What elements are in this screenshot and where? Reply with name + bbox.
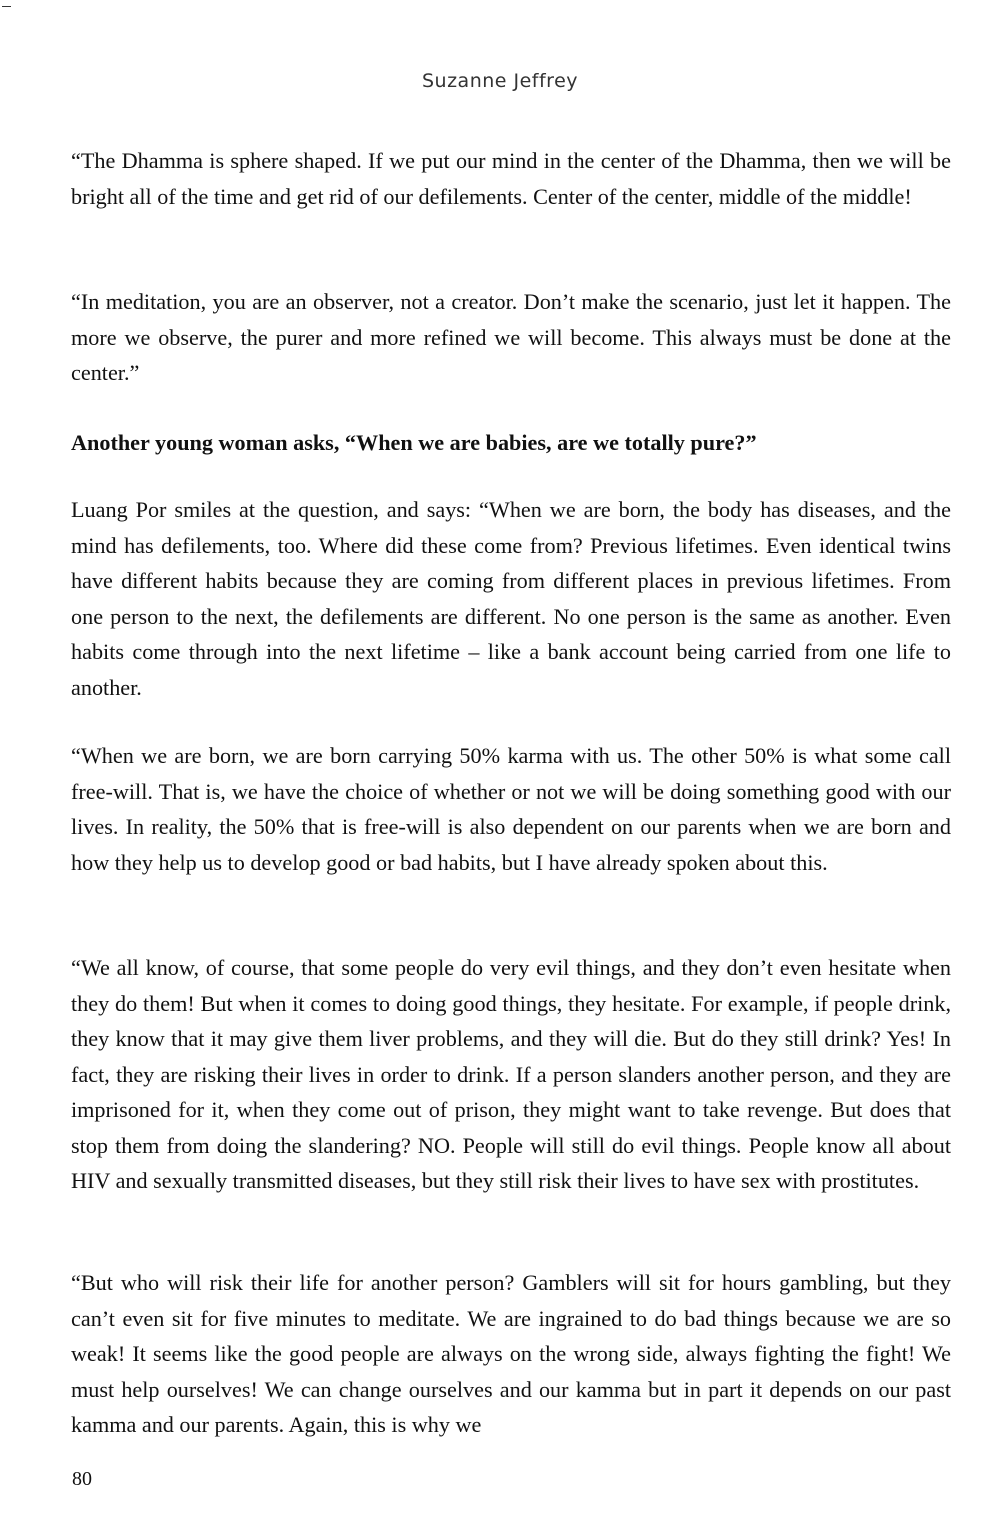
scan-edge-mark bbox=[2, 6, 11, 7]
paragraph-born-defilements: Luang Por smiles at the question, and says: “When we are born, the body has diseases, and the mind has defilements, too. Where did these come from? Previous lifetimes. Even identical twins have different habits because they are coming from different places in previous lifetimes. From one person to the next, the defilements are different. No one person is the same as another. Even habits come through into the next lifetime – like a bank account being carried from one life to another. bbox=[71, 497, 951, 700]
page-number: 80 bbox=[72, 1468, 92, 1490]
paragraph-evil-things: “We all know, of course, that some people do very evil things, and they don’t even hesitate when they do them! But when it comes to doing good things, they hesitate. For example, if people drink, they know that it may give them liver problems, and they will die. But do they still drink? Yes! In fact, they are risking their lives in order to drink. If a person slanders another person, and they are imprisoned for it, when they come out of prison, they might want to take revenge. But does that stop them from doing the slandering? NO. People will still do evil things. People know all about HIV and sexually transmitted diseases, but they still risk their lives to have sex with prostitutes. bbox=[71, 955, 951, 1193]
paragraph-risk-life: “But who will risk their life for another person? Gamblers will sit for hours gambling, but they can’t even sit for five minutes to meditate. We are ingrained to do bad things because we are so weak! It seems like the good people are always on the wrong side, always fighting the fight! We must help ourselves! We can change ourselves and our kamma but in part it depends on our past kamma and our parents. Again, this is why we bbox=[71, 1270, 951, 1437]
paragraph-dhamma-sphere: “The Dhamma is sphere shaped. If we put our mind in the center of the Dhamma, then we will be bright all of the time and get rid of our defilements. Center of the center, middle of the middle! bbox=[71, 148, 951, 209]
running-header-author: Suzanne Jeffrey bbox=[421, 70, 579, 92]
question-heading: Another young woman asks, “When we are babies, are we totally pure?” bbox=[71, 430, 757, 455]
paragraph-meditation-observer: “In meditation, you are an observer, not a creator. Don’t make the scenario, just let it happen. The more we observe, the purer and more refined we will become. This always must be done at the center.” bbox=[71, 289, 951, 385]
paragraph-karma-free-will: “When we are born, we are born carrying 50% karma with us. The other 50% is what some call free-will. That is, we have the choice of whether or not we will be doing something good with our lives. In reality, the 50% that is free-will is also dependent on our parents when we are born and how they help us to develop good or bad habits, but I have already spoken about this. bbox=[71, 743, 951, 875]
